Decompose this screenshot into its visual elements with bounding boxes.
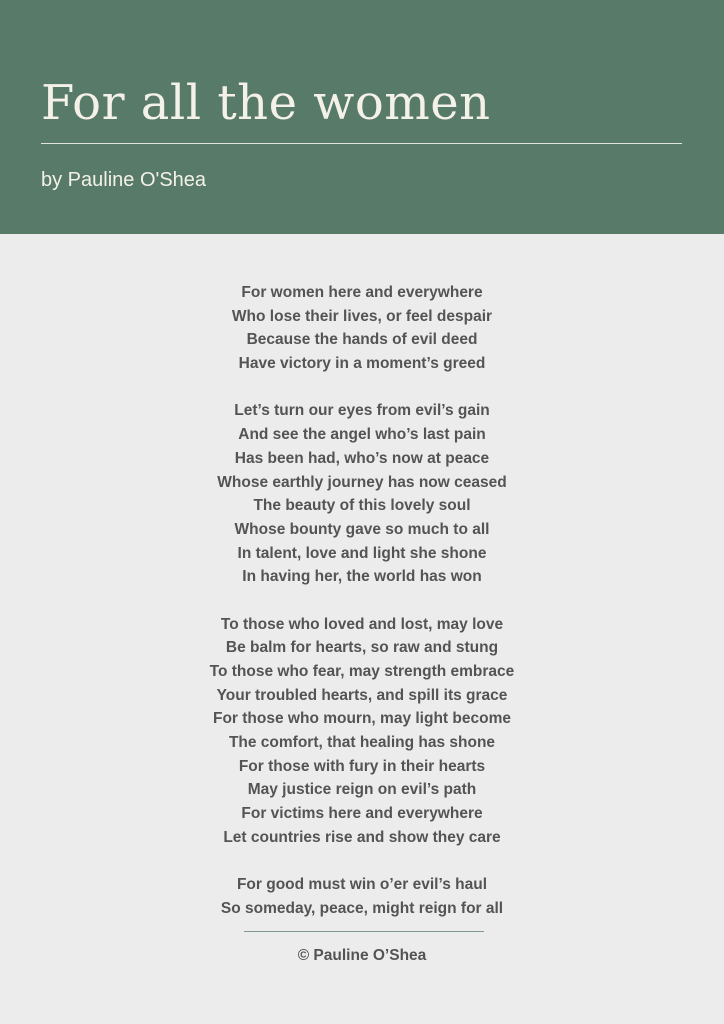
author-byline: by Pauline O'Shea xyxy=(41,169,207,191)
poem-line: For those who mourn, may light become xyxy=(213,710,511,728)
poem-line: For those with fury in their hearts xyxy=(238,757,486,775)
poem-line: Be balm for hearts, so raw and stung xyxy=(225,639,499,657)
poem-line: And see the angel who’s last pain xyxy=(238,426,486,444)
footer-divider xyxy=(244,931,484,932)
poem-line: To those who fear, may strength embrace xyxy=(209,663,515,680)
poem-line: Have victory in a moment’s greed xyxy=(238,355,486,373)
stanza-3 xyxy=(0,613,724,850)
poem-line: The beauty of this lovely soul xyxy=(253,497,471,515)
header-banner xyxy=(0,0,724,234)
poem-line: For good must win o’er evil’s haul xyxy=(236,876,488,894)
poem-line: For victims here and everywhere xyxy=(241,805,483,823)
poem-line: For women here and everywhere xyxy=(241,284,483,301)
poem-line: In having her, the world has won xyxy=(242,568,482,586)
poem-line: So someday, peace, might reign for all xyxy=(220,899,504,917)
poem-line: May justice reign on evil’s path xyxy=(247,781,477,799)
header-divider xyxy=(41,143,682,144)
poem-line: Your troubled hearts, and spill its grace xyxy=(216,686,508,704)
stanza-4 xyxy=(0,873,724,920)
poem-line: The comfort, that healing has shone xyxy=(228,734,496,752)
poem-line: Whose bounty gave so much to all xyxy=(234,520,490,538)
poem-line: Who lose their lives, or feel despair xyxy=(231,307,493,325)
poem-line: To those who loved and lost, may love xyxy=(220,615,504,633)
page-title: For all the women xyxy=(41,75,491,131)
stanza-1 xyxy=(0,281,724,376)
poem-line: Whose earthly journey has now ceased xyxy=(217,473,507,491)
poem-line: Because the hands of evil deed xyxy=(246,331,478,349)
stanza-2 xyxy=(0,399,724,589)
poem-line: Has been had, who’s now at peace xyxy=(234,449,490,467)
poem-line: Let’s turn our eyes from evil’s gain xyxy=(234,402,490,420)
poem-line: In talent, love and light she shone xyxy=(237,544,487,562)
poem-line: Let countries rise and show they care xyxy=(223,828,501,846)
copyright-notice: © Pauline O’Shea xyxy=(297,947,427,964)
poem-body xyxy=(0,281,724,944)
